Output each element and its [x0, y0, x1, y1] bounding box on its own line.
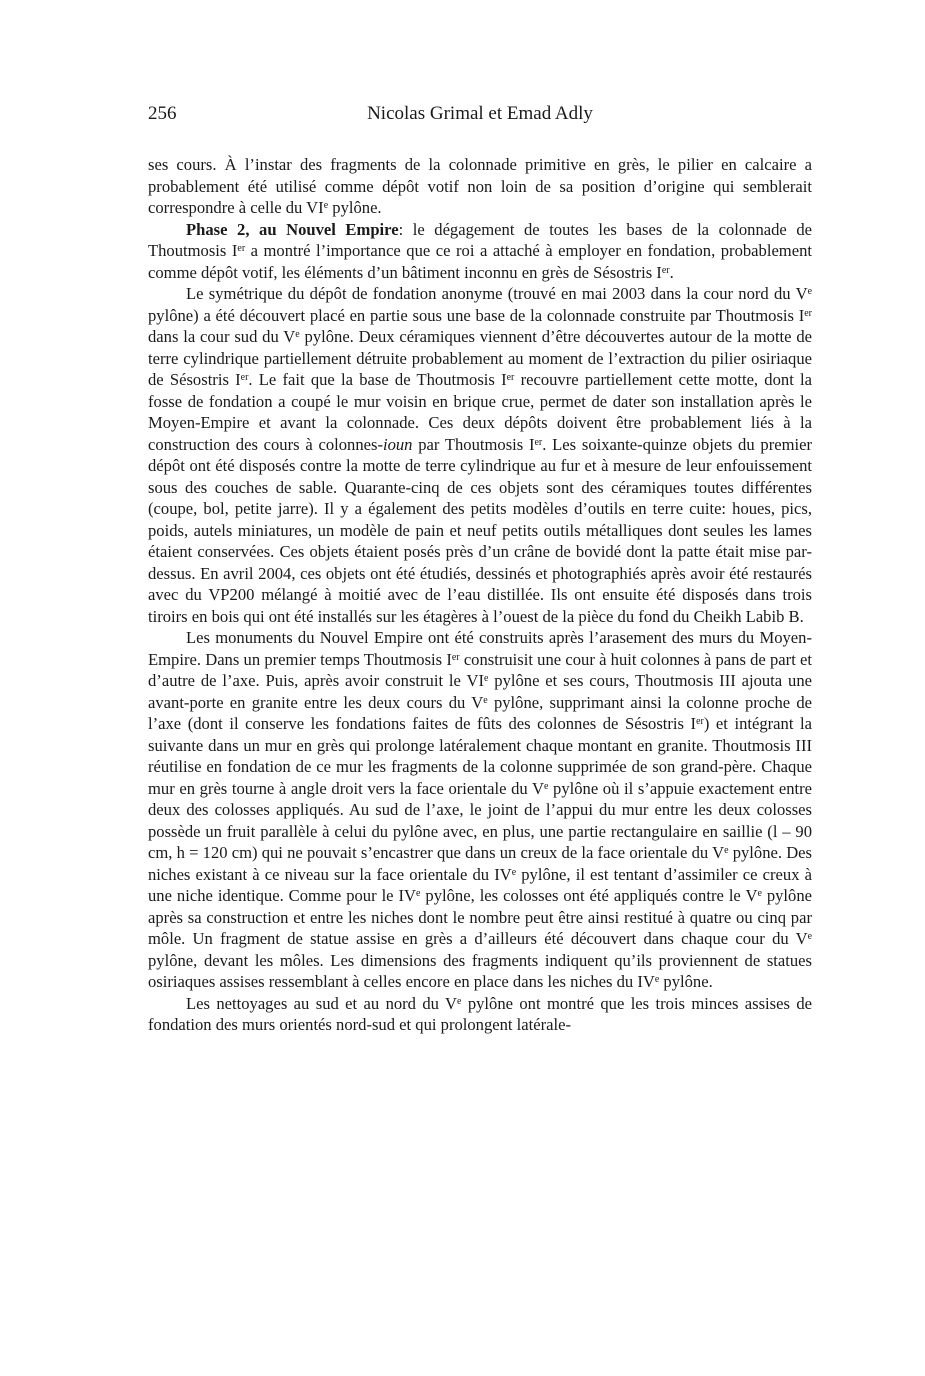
body-text	[148, 154, 812, 1036]
superscript: e	[323, 200, 329, 212]
paragraph-5	[148, 993, 812, 1036]
superscript: e	[295, 329, 300, 341]
superscript: e	[457, 995, 462, 1007]
text-run: pylône où il s’appuie exactement entre deux des colosses appliqués. Au sud de l’axe, le joint de l’appui du mur entre les deux colosses possède un fruit parallèle à celui du pylône avec, en plus, une partie rectangulaire en saillie (l – 90 cm, h = 120 cm) qui ne pouvait s’encastrer que dans un creux de la face orientale du V	[148, 778, 813, 862]
text-run: pylône, les colosses ont été appliqués contre le V	[420, 886, 758, 905]
text-run: par Thoutmosis I	[412, 434, 535, 454]
text-run: construisit une cour à huit colonnes à pans de part et d’autre de l’axe. Puis, après avoir construit le VI	[148, 649, 812, 690]
text-run: pylône, devant les môles. Les dimensions des fragments indiquent qu’ils proviennent de statues osiriaques assises ressemblant à celles encore en place dans les niches du IV	[148, 950, 812, 991]
text-run: Les nettoyages au sud et au nord du V	[186, 993, 458, 1013]
superscript: e	[757, 888, 762, 900]
text-run: pylône.	[328, 198, 382, 217]
superscript: er	[506, 372, 515, 384]
superscript: e	[416, 888, 421, 900]
text-run: pylône. Deux céramiques viennent d’être découvertes autour de la motte de terre cylindrique partiellement détruite probablement au moment de l’extraction du pilier osiriaque de Sésostris I	[148, 327, 812, 389]
running-head: Nicolas Grimal et Emad Adly	[367, 103, 593, 124]
text-run: pylône après sa construction et entre les niches dont le nombre peut être ainsi restitué à quatre ou cinq par môle. Un fragment de statue assise en grès a d’ailleurs été découvert dans chaque cour du V	[148, 886, 813, 948]
text-run: pylône, il est tentant d’assimiler ce creux à une niche identique. Comme pour le IV	[148, 864, 812, 905]
text-run: Les monuments du Nouvel Empire ont été construits après l’arasement des murs du Moyen-Empire. Dans un premier temps Thoutmosis I	[148, 628, 812, 669]
paragraph-4	[148, 627, 812, 993]
superscript: er	[240, 372, 249, 384]
text-run: . Le fait que la base de Thoutmosis I	[248, 370, 507, 389]
text-run: . Les soixante-quinze objets du premier dépôt ont été disposés contre la motte de terre cylindrique au fur et à mesure de leur enfouissement sous des couches de sable. Quarante-cinq de ces objets sont des céramiques toutes différentes (coupe, bol, petite jarre). Il y a également des petits modèles d’outils en terre cuite: houes, pics, poids, autels miniatures, un modèle de pain et neuf petits outils métalliques dont seules les lames étaient conservées. Ces objets étaient posés près d’un crâne de bovidé dont la patte était mise par-dessus. En avril 2004, ces objets ont été étudiés, dessinés et photographiés après avoir été restaurés avec du VP200 mélangé à moitié avec de l’eau distillée. Ils ont ensuite été disposés dans trois tiroirs en bois qui ont été installés sur les étagères à l’ouest de la pièce du fond du Cheikh Labib B.	[148, 434, 812, 626]
superscript: er	[451, 651, 460, 663]
superscript: e	[483, 673, 489, 685]
text-run: recouvre partiellement cette motte, dont la fosse de fondation a coupé le mur voisin en brique crue, permet de dater son installation après le Moyen-Empire et avant la colonnade. Ces deux dépôts doivent être probablement liés à la construction des cours à colonnes-	[148, 370, 813, 454]
superscript: er	[534, 436, 543, 448]
text-run: pylône et ses cours, Thoutmosis III ajouta une avant-porte en granite entre les deux cours du V	[148, 671, 812, 712]
page-header	[148, 101, 812, 127]
superscript: e	[807, 286, 812, 298]
superscript: e	[483, 694, 488, 706]
text-run: pylône, supprimant ainsi la colonne proche de l’axe (dont il conserve les fondations faites de fûts des colonnes de Sésostris I	[148, 692, 813, 733]
text-run: dans la cour sud du V	[148, 327, 296, 346]
superscript: e	[807, 931, 812, 943]
superscript: er	[661, 264, 670, 276]
text-run: : le dégagement de toutes les bases de la colonnade de Thoutmosis I	[148, 219, 812, 260]
paragraph-2	[148, 219, 812, 284]
superscript: e	[654, 974, 660, 986]
superscript: e	[544, 780, 549, 792]
superscript: er	[237, 243, 246, 255]
text-run: a montré l’importance que ce roi a attaché à employer en fondation, probablement comme dépôt votif, les éléments d’un bâtiment inconnu en grès de Sésostris I	[148, 241, 812, 282]
text-run: pylône) a été découvert placé en partie sous une base de la colonnade construite par Thoutmosis I	[148, 305, 805, 325]
text-run: pylône. Des niches existant à ce niveau sur la face orientale du IV	[148, 843, 812, 884]
text-run: Le symétrique du dépôt de fondation anonyme (trouvé en mai 2003 dans la cour nord du V	[186, 284, 808, 303]
paragraph-3	[148, 283, 812, 627]
text-run: ses cours. À l’instar des fragments de la colonnade primitive en grès, le pilier en calcaire a probablement été utilisé comme dépôt votif non loin de sa position d’origine qui semblerait correspondre à celle du VI	[148, 155, 812, 217]
text-run: pylône ont montré que les trois minces assises de fondation des murs orientés nord-sud et qui prolongent latérale-	[148, 993, 812, 1034]
superscript: e	[724, 845, 729, 857]
page-number: 256	[148, 103, 177, 124]
text-run: pylône.	[659, 972, 713, 991]
superscript: er	[804, 307, 812, 319]
italic-term: ioun	[382, 434, 413, 454]
text-run: .	[669, 262, 674, 282]
superscript: er	[696, 716, 704, 728]
superscript: e	[511, 866, 517, 878]
text-run: ) et intégrant la suivante dans un mur en grès qui prolonge latéralement chaque montant en granite. Thoutmosis III réutilise en fondation de ce mur les fragments de la colonne supprimée de son grand-père. Chaque mur en grès tourne à angle droit vers la face orientale du V	[148, 714, 812, 798]
phase-heading: Phase 2, au Nouvel Empire	[186, 219, 399, 239]
paragraph-1	[148, 154, 812, 219]
